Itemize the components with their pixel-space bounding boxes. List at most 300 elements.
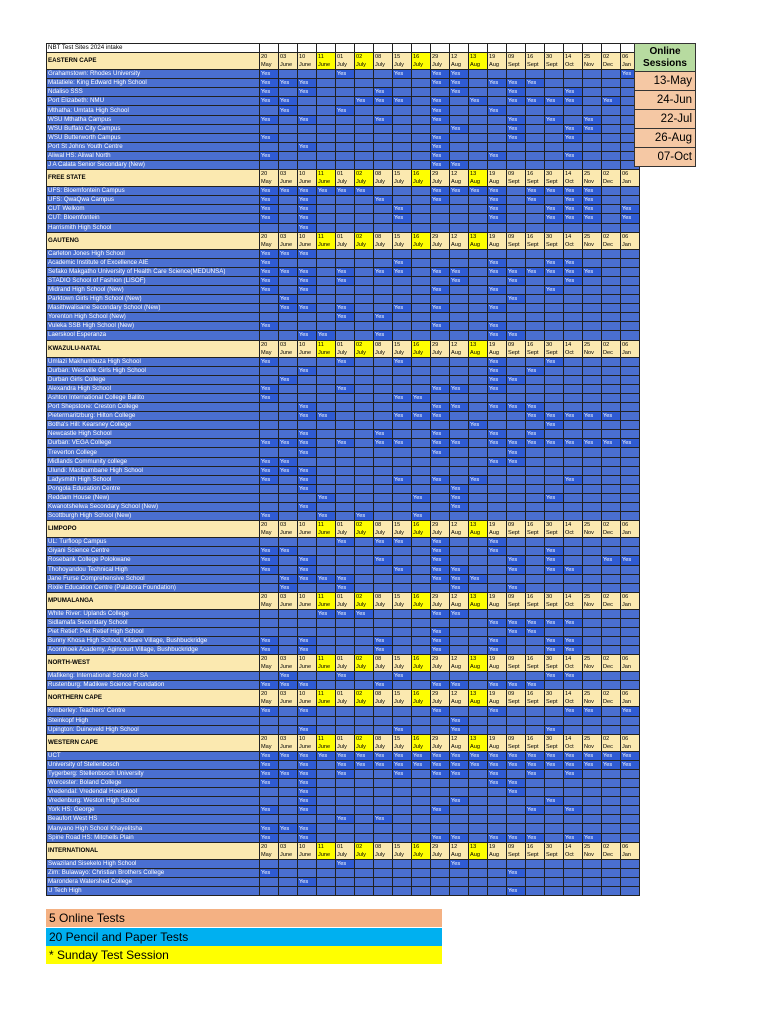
region-header-row (47, 521, 640, 538)
date-month: Sept (527, 743, 539, 750)
availability-empty-cell (336, 421, 355, 430)
date-day: 20 (261, 171, 268, 178)
date-header-cell (355, 53, 374, 70)
availability-empty-cell (469, 716, 488, 725)
date-header-cell (602, 170, 621, 187)
date-header-cell (564, 655, 583, 672)
availability-empty-cell (317, 556, 336, 565)
availability-empty-cell (317, 886, 336, 895)
availability-empty-cell (355, 403, 374, 412)
site-row (47, 258, 640, 267)
availability-empty-cell (412, 223, 431, 232)
availability-empty-cell (583, 815, 602, 824)
availability-empty-cell (602, 313, 621, 322)
availability-yes-cell: Yes (336, 815, 355, 824)
availability-empty-cell (279, 357, 298, 366)
availability-empty-cell (450, 97, 469, 106)
availability-empty-cell (412, 267, 431, 276)
availability-empty-cell (526, 538, 545, 547)
availability-empty-cell (298, 97, 317, 106)
availability-empty-cell (355, 313, 374, 322)
availability-empty-cell (355, 267, 374, 276)
date-month: Sept (527, 601, 539, 608)
availability-empty-cell (317, 806, 336, 815)
availability-empty-cell (412, 484, 431, 493)
date-day: 14 (565, 171, 572, 178)
availability-empty-cell (583, 285, 602, 294)
availability-yes-cell: Yes (545, 115, 564, 124)
availability-yes-cell: Yes (279, 79, 298, 88)
availability-empty-cell (412, 457, 431, 466)
availability-empty-cell (564, 384, 583, 393)
availability-empty-cell (545, 403, 564, 412)
availability-empty-cell (317, 196, 336, 205)
site-row (47, 205, 640, 214)
availability-yes-cell: Yes (336, 609, 355, 618)
availability-empty-cell (412, 161, 431, 170)
availability-empty-cell (469, 512, 488, 521)
region-header-row (47, 690, 640, 707)
availability-yes-cell: Yes (545, 547, 564, 556)
availability-yes-cell: Yes (545, 618, 564, 627)
availability-yes-cell: Yes (298, 475, 317, 484)
availability-empty-cell (336, 565, 355, 574)
availability-empty-cell (412, 583, 431, 592)
availability-yes-cell: Yes (488, 430, 507, 439)
availability-empty-cell (336, 779, 355, 788)
date-month: Jan (622, 851, 632, 858)
availability-empty-cell (355, 716, 374, 725)
date-month: Aug (489, 664, 499, 671)
availability-empty-cell (621, 672, 640, 681)
site-row (47, 214, 640, 223)
availability-yes-cell: Yes (564, 806, 583, 815)
availability-yes-cell: Yes (317, 331, 336, 340)
date-month: Aug (451, 699, 461, 706)
availability-empty-cell (545, 859, 564, 868)
site-name: Port Shepstone: Creston College (47, 403, 260, 412)
availability-yes-cell: Yes (621, 205, 640, 214)
site-name: CUT: Bloemfontein (47, 214, 260, 223)
site-name: Vredenburg: Weston High School (47, 797, 260, 806)
availability-yes-cell: Yes (298, 187, 317, 196)
availability-empty-cell (412, 196, 431, 205)
availability-empty-cell (488, 88, 507, 97)
availability-empty-cell (450, 868, 469, 877)
availability-empty-cell (526, 646, 545, 655)
availability-empty-cell (545, 393, 564, 402)
availability-yes-cell: Yes (450, 583, 469, 592)
availability-empty-cell (621, 322, 640, 331)
date-header-cell (260, 592, 279, 609)
availability-yes-cell: Yes (260, 79, 279, 88)
availability-empty-cell (488, 627, 507, 636)
availability-yes-cell: Yes (393, 672, 412, 681)
availability-yes-cell: Yes (298, 797, 317, 806)
site-row (47, 725, 640, 734)
availability-empty-cell (507, 412, 526, 421)
availability-yes-cell: Yes (526, 627, 545, 636)
site-name: U Tech High (47, 886, 260, 895)
date-header-cell (564, 232, 583, 249)
date-day: 10 (299, 522, 306, 529)
region-header-row (47, 170, 640, 187)
date-month: June (280, 349, 293, 356)
availability-empty-cell (621, 609, 640, 618)
availability-empty-cell (355, 779, 374, 788)
site-row (47, 285, 640, 294)
availability-empty-cell (602, 806, 621, 815)
availability-empty-cell (583, 142, 602, 151)
availability-yes-cell: Yes (260, 214, 279, 223)
availability-yes-cell: Yes (336, 751, 355, 760)
availability-empty-cell (469, 538, 488, 547)
availability-yes-cell: Yes (298, 707, 317, 716)
availability-empty-cell (260, 886, 279, 895)
date-month: Sept (508, 699, 520, 706)
availability-yes-cell: Yes (488, 457, 507, 466)
date-header-cell (412, 655, 431, 672)
availability-empty-cell (507, 493, 526, 502)
test-sites-table-body (47, 44, 640, 896)
date-month: Sept (527, 179, 539, 186)
date-month: July (375, 851, 385, 858)
date-month: Nov (584, 349, 594, 356)
availability-yes-cell: Yes (621, 760, 640, 769)
date-day: 15 (394, 735, 401, 742)
availability-empty-cell (564, 357, 583, 366)
availability-yes-cell: Yes (545, 357, 564, 366)
availability-empty-cell (469, 556, 488, 565)
date-header-cell (507, 592, 526, 609)
date-day: 06 (622, 54, 629, 61)
date-month: Sept (546, 179, 558, 186)
availability-yes-cell: Yes (507, 779, 526, 788)
availability-empty-cell (469, 313, 488, 322)
date-day: 25 (584, 656, 591, 663)
availability-yes-cell: Yes (564, 187, 583, 196)
availability-yes-cell: Yes (374, 637, 393, 646)
availability-empty-cell (412, 466, 431, 475)
availability-yes-cell: Yes (431, 833, 450, 842)
availability-yes-cell: Yes (431, 97, 450, 106)
availability-empty-cell (374, 707, 393, 716)
availability-yes-cell: Yes (260, 833, 279, 842)
availability-empty-cell (583, 769, 602, 778)
availability-yes-cell: Yes (469, 475, 488, 484)
availability-empty-cell (355, 833, 374, 842)
availability-empty-cell (602, 106, 621, 115)
empty-cell (469, 44, 488, 53)
date-month: June (299, 62, 312, 69)
date-month: July (432, 179, 442, 186)
availability-empty-cell (431, 366, 450, 375)
availability-empty-cell (545, 806, 564, 815)
availability-yes-cell: Yes (431, 430, 450, 439)
date-month: July (432, 349, 442, 356)
availability-yes-cell: Yes (545, 760, 564, 769)
availability-yes-cell: Yes (526, 439, 545, 448)
date-day: 10 (299, 233, 306, 240)
availability-empty-cell (374, 769, 393, 778)
date-month: Dec (603, 601, 613, 608)
availability-yes-cell: Yes (450, 484, 469, 493)
availability-empty-cell (317, 760, 336, 769)
date-header-cell (279, 53, 298, 70)
availability-yes-cell: Yes (583, 439, 602, 448)
availability-empty-cell (336, 331, 355, 340)
availability-empty-cell (602, 196, 621, 205)
availability-yes-cell: Yes (545, 285, 564, 294)
date-day: 03 (280, 735, 287, 742)
date-day: 15 (394, 341, 401, 348)
site-name: WSU Mthatha Campus (47, 115, 260, 124)
availability-yes-cell: Yes (450, 565, 469, 574)
date-month: July (375, 601, 385, 608)
date-day: 25 (584, 233, 591, 240)
availability-empty-cell (336, 322, 355, 331)
date-header-cell (488, 53, 507, 70)
availability-yes-cell: Yes (336, 583, 355, 592)
availability-empty-cell (621, 627, 640, 636)
availability-yes-cell: Yes (507, 448, 526, 457)
availability-empty-cell (602, 637, 621, 646)
table-title: NBT Test Sites 2024 intake (47, 44, 260, 53)
site-name: UFS: Bloemfontein Campus (47, 187, 260, 196)
date-header-cell (507, 232, 526, 249)
date-month: June (299, 241, 312, 248)
availability-empty-cell (374, 448, 393, 457)
date-day: 20 (261, 691, 268, 698)
availability-empty-cell (526, 707, 545, 716)
date-header-cell (374, 592, 393, 609)
availability-empty-cell (469, 565, 488, 574)
availability-yes-cell: Yes (488, 769, 507, 778)
availability-empty-cell (621, 868, 640, 877)
availability-yes-cell: Yes (260, 806, 279, 815)
availability-empty-cell (564, 466, 583, 475)
availability-empty-cell (564, 503, 583, 512)
availability-empty-cell (602, 725, 621, 734)
date-month: Jan (622, 601, 632, 608)
availability-empty-cell (526, 331, 545, 340)
availability-empty-cell (412, 403, 431, 412)
availability-empty-cell (431, 886, 450, 895)
availability-empty-cell (431, 313, 450, 322)
date-header-cell (412, 170, 431, 187)
availability-empty-cell (583, 223, 602, 232)
date-day: 15 (394, 656, 401, 663)
availability-empty-cell (298, 357, 317, 366)
availability-empty-cell (526, 565, 545, 574)
date-month: Aug (470, 664, 480, 671)
date-month: July (375, 179, 385, 186)
availability-empty-cell (355, 161, 374, 170)
date-day: 13 (470, 735, 477, 742)
availability-yes-cell: Yes (488, 538, 507, 547)
date-day: 11 (318, 522, 324, 529)
availability-yes-cell: Yes (564, 672, 583, 681)
date-month: May (261, 851, 272, 858)
date-header-cell (298, 170, 317, 187)
site-name: J A Calata Senior Secondary (New) (47, 161, 260, 170)
region-header-row (47, 53, 640, 70)
availability-empty-cell (602, 466, 621, 475)
site-name: Midrand High School (New) (47, 285, 260, 294)
availability-empty-cell (564, 393, 583, 402)
date-day: 08 (375, 54, 382, 61)
availability-yes-cell: Yes (298, 412, 317, 421)
availability-empty-cell (450, 285, 469, 294)
availability-empty-cell (526, 88, 545, 97)
availability-yes-cell: Yes (431, 806, 450, 815)
availability-yes-cell: Yes (260, 512, 279, 521)
date-header-cell (526, 842, 545, 859)
availability-yes-cell: Yes (336, 70, 355, 79)
availability-empty-cell (412, 646, 431, 655)
region-name: NORTH-WEST (47, 655, 260, 672)
availability-empty-cell (374, 466, 393, 475)
site-row (47, 681, 640, 690)
availability-empty-cell (450, 304, 469, 313)
site-row (47, 637, 640, 646)
availability-yes-cell: Yes (450, 574, 469, 583)
availability-empty-cell (545, 276, 564, 285)
date-header-cell (469, 232, 488, 249)
date-header-cell (298, 232, 317, 249)
availability-empty-cell (336, 124, 355, 133)
availability-yes-cell: Yes (431, 161, 450, 170)
availability-empty-cell (507, 725, 526, 734)
date-header-cell (412, 521, 431, 538)
date-header-cell (450, 170, 469, 187)
availability-empty-cell (336, 412, 355, 421)
availability-empty-cell (393, 779, 412, 788)
date-day: 10 (299, 735, 306, 742)
availability-yes-cell: Yes (507, 618, 526, 627)
availability-yes-cell: Yes (564, 833, 583, 842)
availability-yes-cell: Yes (545, 637, 564, 646)
availability-empty-cell (260, 448, 279, 457)
online-sessions-header: Online Sessions (635, 44, 696, 72)
availability-empty-cell (412, 833, 431, 842)
date-header-cell (355, 170, 374, 187)
availability-empty-cell (336, 681, 355, 690)
availability-empty-cell (583, 583, 602, 592)
site-row (47, 627, 640, 636)
date-day: 16 (527, 656, 534, 663)
date-header-cell (260, 232, 279, 249)
availability-empty-cell (583, 161, 602, 170)
site-name: Ashton International College Ballito (47, 393, 260, 402)
site-name: Rosebank College Polokwane (47, 556, 260, 565)
availability-yes-cell: Yes (602, 760, 621, 769)
date-day: 09 (508, 691, 515, 698)
date-month: Jan (622, 530, 632, 537)
availability-empty-cell (374, 421, 393, 430)
date-month: July (356, 349, 366, 356)
date-day: 20 (261, 522, 268, 529)
availability-empty-cell (317, 466, 336, 475)
availability-empty-cell (317, 788, 336, 797)
availability-empty-cell (355, 322, 374, 331)
availability-empty-cell (450, 547, 469, 556)
availability-yes-cell: Yes (526, 618, 545, 627)
availability-empty-cell (317, 304, 336, 313)
site-row (47, 779, 640, 788)
date-month: July (356, 743, 366, 750)
date-header-cell (545, 842, 564, 859)
date-day: 09 (508, 171, 515, 178)
availability-yes-cell: Yes (431, 751, 450, 760)
availability-yes-cell: Yes (336, 304, 355, 313)
date-day: 14 (565, 656, 572, 663)
availability-empty-cell (260, 877, 279, 886)
availability-empty-cell (279, 886, 298, 895)
date-month: July (356, 699, 366, 706)
availability-empty-cell (488, 421, 507, 430)
availability-empty-cell (469, 161, 488, 170)
availability-empty-cell (621, 475, 640, 484)
date-day: 03 (280, 656, 287, 663)
date-month: Aug (489, 743, 499, 750)
availability-empty-cell (583, 716, 602, 725)
date-header-cell (526, 232, 545, 249)
availability-empty-cell (621, 421, 640, 430)
date-header-cell (393, 340, 412, 357)
availability-empty-cell (298, 627, 317, 636)
availability-empty-cell (355, 815, 374, 824)
date-day: 09 (508, 522, 515, 529)
date-day: 02 (603, 341, 610, 348)
availability-empty-cell (621, 457, 640, 466)
date-day: 30 (546, 341, 553, 348)
legend-paper-tests: 20 Pencil and Paper Tests (46, 928, 442, 946)
availability-empty-cell (317, 868, 336, 877)
availability-empty-cell (564, 512, 583, 521)
availability-empty-cell (374, 70, 393, 79)
date-month: Oct (565, 62, 574, 69)
site-row (47, 142, 640, 151)
availability-empty-cell (583, 503, 602, 512)
date-month: Sept (546, 349, 558, 356)
availability-empty-cell (488, 716, 507, 725)
availability-yes-cell: Yes (393, 267, 412, 276)
availability-yes-cell: Yes (621, 556, 640, 565)
availability-empty-cell (602, 285, 621, 294)
availability-empty-cell (317, 133, 336, 142)
availability-empty-cell (336, 833, 355, 842)
region-name: FREE STATE (47, 170, 260, 187)
date-day: 13 (470, 691, 477, 698)
availability-empty-cell (374, 412, 393, 421)
availability-empty-cell (545, 583, 564, 592)
date-month: Sept (546, 530, 558, 537)
availability-empty-cell (279, 421, 298, 430)
date-header-cell (355, 842, 374, 859)
availability-empty-cell (564, 725, 583, 734)
availability-empty-cell (469, 70, 488, 79)
availability-empty-cell (583, 249, 602, 258)
site-row (47, 833, 640, 842)
availability-empty-cell (564, 859, 583, 868)
date-month: Sept (527, 851, 539, 858)
availability-empty-cell (469, 797, 488, 806)
availability-yes-cell: Yes (279, 824, 298, 833)
date-header-cell (602, 734, 621, 751)
availability-empty-cell (298, 106, 317, 115)
availability-empty-cell (488, 124, 507, 133)
